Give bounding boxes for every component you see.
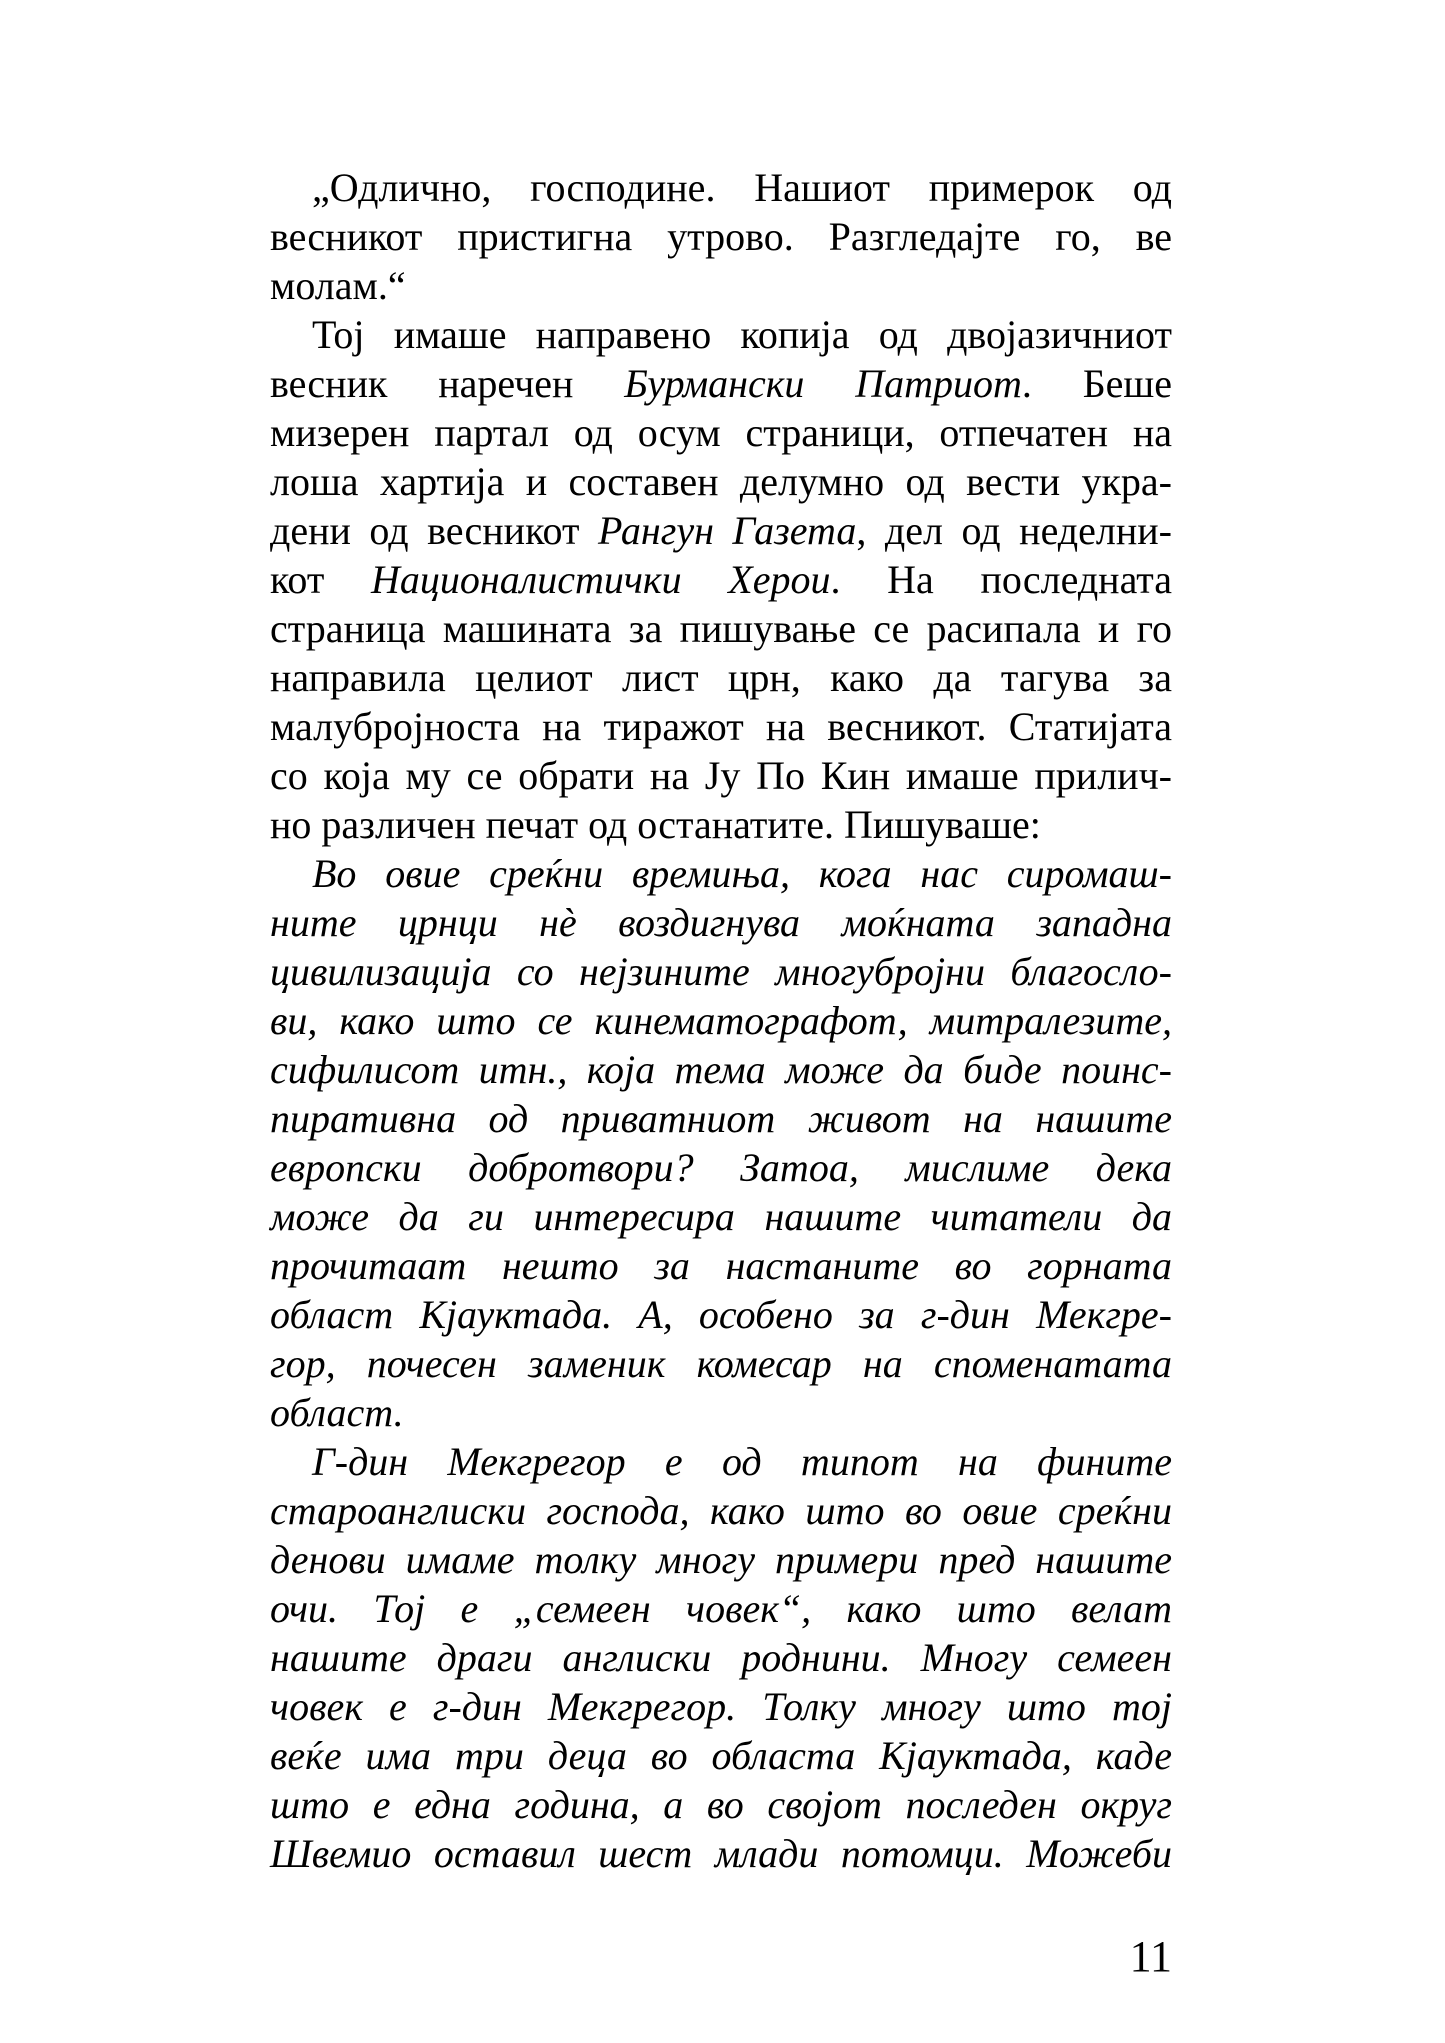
- text-line: [270, 212, 1172, 261]
- text-segment: весникот пристигна утрово. Разгледајте го, ве: [270, 214, 1172, 259]
- paragraph-p2: [270, 310, 1172, 849]
- text-segment: страница машината за пишување се расипала и го: [270, 606, 1172, 651]
- text-segment: европски добротвори? Затоа, мислиме дека: [270, 1145, 1172, 1190]
- text-line: [270, 1094, 1172, 1143]
- text-line: [270, 1241, 1172, 1290]
- text-segment: . На последната: [830, 557, 1173, 602]
- text-segment: со која му се обрати на Ју По Кин имаше прилич-: [270, 753, 1172, 798]
- italic-title-segment: Рангун Газета: [597, 508, 857, 553]
- text-segment: весник наречен: [270, 361, 625, 406]
- text-line: [270, 1633, 1172, 1682]
- text-line: [270, 751, 1172, 800]
- text-line: [270, 1290, 1172, 1339]
- paragraph-p4: [270, 1437, 1172, 1878]
- text-line: [270, 310, 1172, 359]
- text-line: [270, 947, 1172, 996]
- text-segment: направила целиот лист црн, како да тагува за: [270, 655, 1172, 700]
- text-segment: нашите драги англиски роднини. Многу семеен: [270, 1635, 1172, 1680]
- text-line: [270, 457, 1172, 506]
- text-line: [270, 506, 1172, 555]
- text-segment: денови имаме толку многу примери пред нашите: [270, 1537, 1172, 1582]
- text-segment: ните црнци нѐ воздигнува моќната западна: [270, 900, 1172, 945]
- paragraph-p3: [270, 849, 1172, 1437]
- text-line: [270, 1339, 1172, 1388]
- text-segment: ви, како што се кинематографот, митралезите,: [270, 998, 1172, 1043]
- text-segment: човек е г-дин Мекгрегор. Толку многу што тој: [270, 1684, 1172, 1729]
- text-line: [270, 1731, 1172, 1780]
- text-line: [270, 1437, 1172, 1486]
- text-block: [270, 163, 1172, 1878]
- text-segment: дени од весникот: [270, 508, 598, 553]
- text-segment: „Одлично, господине. Нашиот примерок од: [312, 165, 1172, 210]
- text-segment: молам.“: [270, 263, 406, 308]
- text-segment: може да ги интересира нашите читатели да: [270, 1194, 1172, 1239]
- text-segment: лоша хартија и составен делумно од вести укра-: [270, 459, 1172, 504]
- text-segment: веќе има три деца во областа Кјауктада, каде: [270, 1733, 1172, 1778]
- text-line: [270, 1584, 1172, 1633]
- text-line: [270, 555, 1172, 604]
- text-line: [270, 359, 1172, 408]
- paragraph-p1: [270, 163, 1172, 310]
- text-segment: пиративна од приватниот живот на нашите: [270, 1096, 1172, 1141]
- text-segment: цивилизација со нејзините многубројни благосло-: [270, 949, 1172, 994]
- text-line: [270, 898, 1172, 947]
- text-segment: сифилисот итн., која тема може да биде поинс-: [270, 1047, 1172, 1092]
- text-line: [270, 653, 1172, 702]
- text-line: [270, 800, 1172, 849]
- text-line: [270, 1535, 1172, 1584]
- text-line: [270, 1682, 1172, 1731]
- text-segment: област.: [270, 1390, 404, 1435]
- text-segment: прочитаат нешто за настаните во горната: [270, 1243, 1172, 1288]
- text-line: [270, 1780, 1172, 1829]
- text-line: [270, 1045, 1172, 1094]
- text-segment: што е една година, а во својот последен округ: [270, 1782, 1172, 1827]
- text-segment: гор, почесен заменик комесар на споменатата: [270, 1341, 1172, 1386]
- text-segment: . Беше: [1021, 361, 1172, 406]
- text-segment: малубројноста на тиражот на весникот. Статијата: [270, 704, 1172, 749]
- text-line: [270, 1486, 1172, 1535]
- italic-title-segment: Бурмански Патриот: [624, 361, 1022, 406]
- text-segment: , дел од неделни-: [856, 508, 1172, 553]
- text-segment: мизерен партал од осум страници, отпечатен на: [270, 410, 1172, 455]
- text-line: [270, 702, 1172, 751]
- text-segment: Г-дин Мекгрегор е од типот на фините: [312, 1439, 1172, 1484]
- text-line: [270, 604, 1172, 653]
- text-line: [270, 996, 1172, 1045]
- text-line: [270, 1829, 1172, 1878]
- text-line: [270, 1143, 1172, 1192]
- text-segment: очи. Тој е „семеен човек“, како што велат: [270, 1586, 1172, 1631]
- text-line: [270, 1192, 1172, 1241]
- italic-title-segment: Националистички Херои: [371, 557, 831, 602]
- page-number: 11: [1129, 1932, 1172, 1981]
- text-line: [270, 408, 1172, 457]
- text-segment: Во овие среќни времиња, кога нас сиромаш-: [312, 851, 1172, 896]
- text-segment: област Кјауктада. А, особено за г-дин Мекгре-: [270, 1292, 1172, 1337]
- text-segment: кот: [270, 557, 372, 602]
- text-line: [270, 849, 1172, 898]
- text-line: [270, 1388, 1172, 1437]
- text-segment: но различен печат од останатите. Пишуваше:: [270, 802, 1041, 847]
- text-segment: староанглиски господа, како што во овие среќни: [270, 1488, 1172, 1533]
- text-line: [270, 163, 1172, 212]
- text-segment: Тој имаше направено копија од двојазичниот: [312, 312, 1172, 357]
- text-line: [270, 261, 1172, 310]
- text-segment: Швемио оставил шест млади потомци. Можеби: [270, 1831, 1172, 1876]
